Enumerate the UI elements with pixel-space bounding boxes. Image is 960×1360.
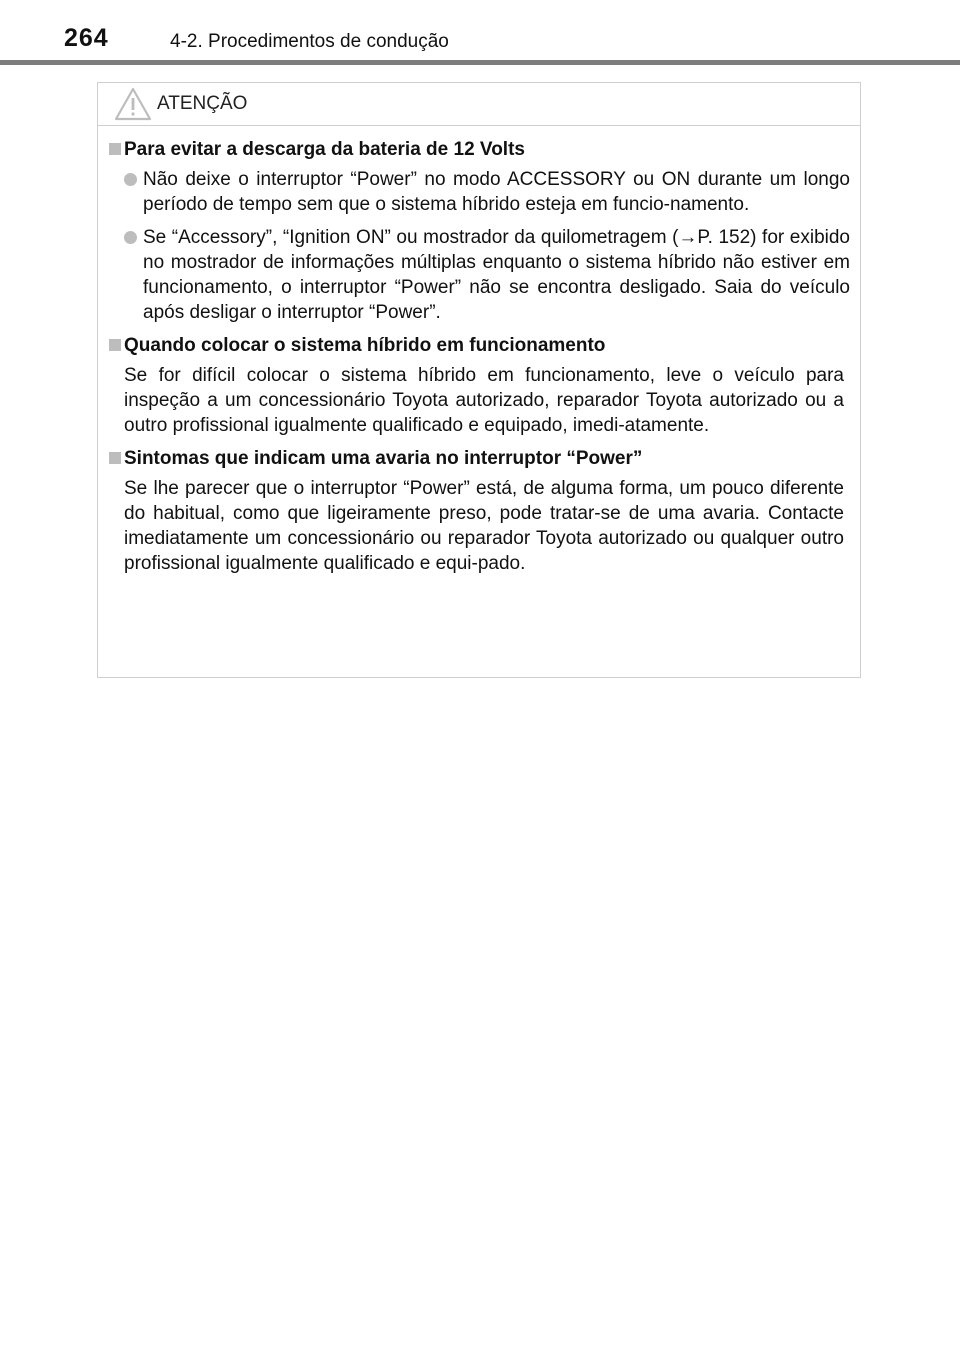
square-bullet-icon bbox=[109, 452, 121, 464]
warning-title: ATENÇÃO bbox=[157, 93, 248, 114]
list-item-text: Não deixe o interruptor “Power” no modo ACCESSORY ou ON durante um longo período de tempo sem que o sistema híbrido esteja em funcio-namento. bbox=[143, 169, 850, 215]
list-item bbox=[98, 225, 860, 325]
list-item bbox=[98, 167, 860, 217]
warning-triangle-icon bbox=[114, 87, 152, 121]
section-heading bbox=[98, 446, 860, 472]
warning-box bbox=[97, 82, 861, 678]
section-heading-text: Quando colocar o sistema híbrido em funcionamento bbox=[124, 335, 606, 356]
warning-section-start bbox=[98, 333, 860, 438]
section-heading bbox=[98, 333, 860, 359]
square-bullet-icon bbox=[109, 339, 121, 351]
section-paragraph: Se for difícil colocar o sistema híbrido em funcionamento, leve o veículo para inspeção a um concessionário Toyota autorizado, reparador Toyota autorizado ou a outro profissional igualmente qualificado e equipado, imedi-atamente. bbox=[124, 365, 844, 436]
section-paragraph: Se lhe parecer que o interruptor “Power” está, de alguma forma, um pouco diferente do habitual, como que ligeiramente preso, pode tratar-se de uma avaria. Contacte imediatamente um concessionário ou reparador Toyota autorizado ou qualquer outro profissional igualmente qualificado e equi-pado. bbox=[124, 478, 844, 574]
page-number: 264 bbox=[64, 24, 109, 52]
section-heading-text: Para evitar a descarga da bateria de 12 Volts bbox=[124, 139, 525, 160]
page-header bbox=[0, 0, 960, 66]
warning-content bbox=[98, 137, 860, 576]
warning-section-battery bbox=[98, 137, 860, 325]
circle-bullet-icon bbox=[124, 231, 137, 244]
section-heading bbox=[98, 137, 860, 163]
header-rule bbox=[0, 60, 960, 65]
list-item-text: Se “Accessory”, “Ignition ON” ou mostrador da quilometragem (→P. 152) for exibido no mostrador de informações múltiplas enquanto o sistema híbrido não estiver em funcionamento, o interruptor “Power” não se encontra desligado. Saia do veículo após desligar o interruptor “Power”. bbox=[143, 227, 850, 323]
warning-header bbox=[98, 83, 860, 126]
chapter-title: 4-2. Procedimentos de condução bbox=[170, 31, 449, 52]
square-bullet-icon bbox=[109, 143, 121, 155]
circle-bullet-icon bbox=[124, 173, 137, 186]
section-heading-text: Sintomas que indicam uma avaria no interruptor “Power” bbox=[124, 448, 643, 469]
warning-section-symptoms bbox=[98, 446, 860, 576]
